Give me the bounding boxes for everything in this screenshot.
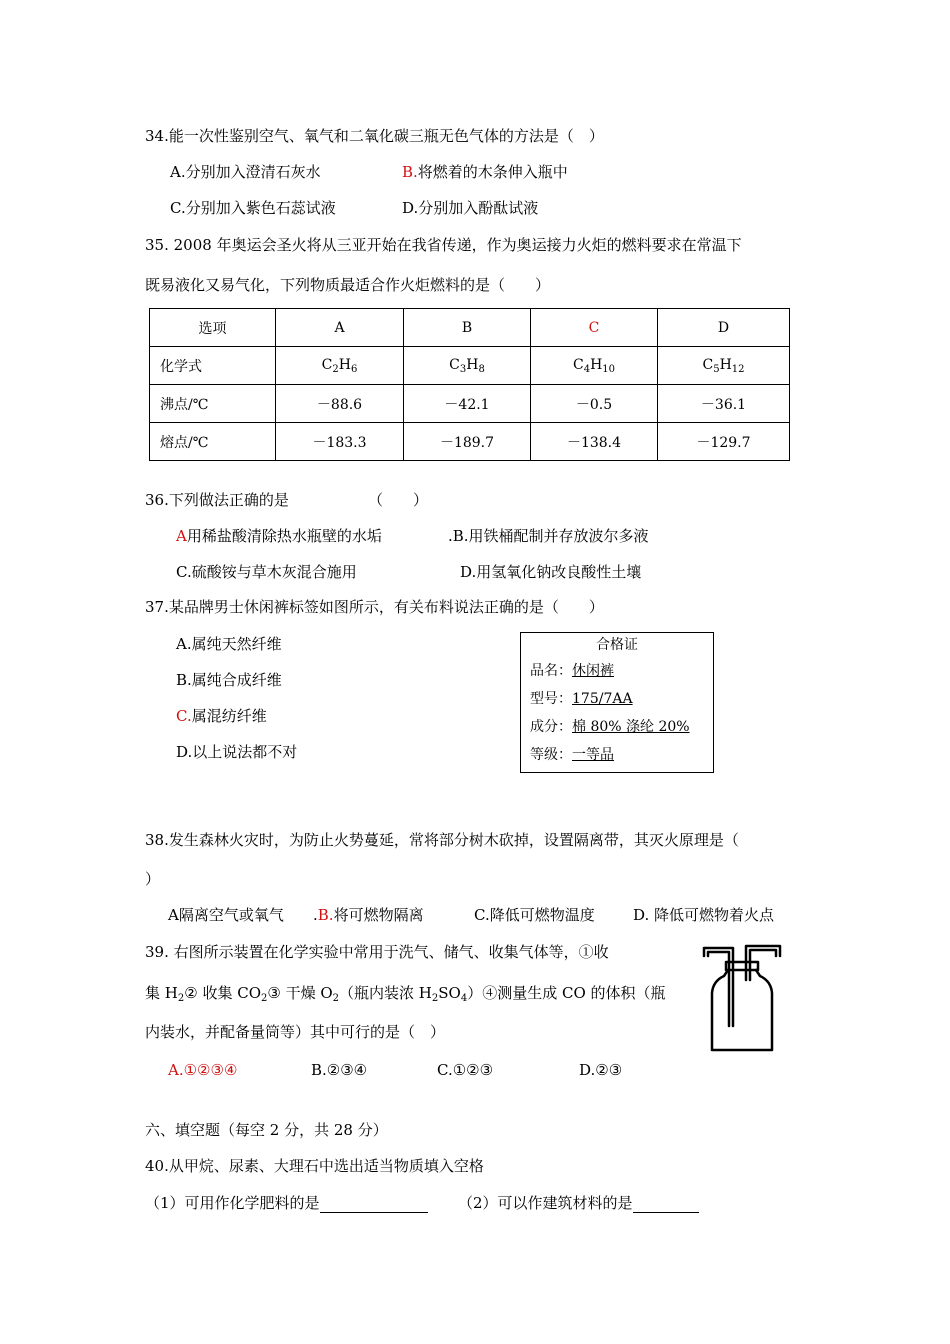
q36-option-b: .B.用铁桶配制并存放波尔多液 [448, 527, 649, 545]
q35-stem-line1: 35. 2008 年奥运会圣火将从三亚开始在我省传递，作为奥运接力火炬的燃料要求在常温下 [145, 236, 742, 254]
q39-option-a-letter: A. [168, 1061, 184, 1079]
q39-stem-line2: 集 $H_2②$ 收集 $CO_2③$ 干燥 $O_2$（瓶内装浓 $H_2SO_4)④$测量生成 CO 的体积（瓶 [145, 984, 666, 1004]
q37-option-a: A.属纯天然纤维 [176, 635, 282, 653]
q39-stem-line3: 内装水，并配备量筒等）其中可行的是（ ） [145, 1023, 446, 1041]
q36-option-a-letter: A [176, 527, 187, 545]
q40-blank1[interactable] [320, 1196, 428, 1213]
q40-part1: （1）可用作化学肥料的是 [145, 1193, 428, 1213]
q38-option-b: .B.将可燃物隔离 [313, 906, 424, 924]
q38-option-b-letter: B. [317, 906, 334, 924]
header-option: 选项 [150, 309, 276, 347]
cert-model-row: 型号：175/7AA [530, 691, 633, 707]
q40-blank2[interactable] [633, 1196, 699, 1213]
q36-option-d: D.用氢氧化钠改良酸性土壤 [460, 563, 642, 581]
table-header-row [150, 309, 790, 347]
cert-name-value: 休闲裤 [572, 663, 614, 679]
q37-option-b: B.属纯合成纤维 [176, 671, 282, 689]
q34-option-c: C.分别加入紫色石蕊试液 [170, 199, 336, 217]
q37-option-d: D.以上说法都不对 [176, 743, 298, 761]
q36-paren: （ ） [368, 491, 429, 509]
q39-option-d: D.②③ [579, 1061, 623, 1079]
melting-c: －138.4 [531, 423, 658, 461]
q36-stem: 36.下列做法正确的是 [145, 491, 289, 509]
cert-grade-row: 等级：一等品 [530, 747, 614, 763]
boiling-c: －0.5 [531, 385, 658, 423]
q39-option-a-text: ①②③④ [183, 1061, 238, 1079]
boiling-d: －36.1 [658, 385, 790, 423]
q37-option-c [176, 706, 267, 726]
melting-label: 熔点/℃ [150, 423, 276, 461]
q38-option-b-text: 将可燃物隔离 [333, 906, 424, 924]
section-title: 六、填空题（每空 2 分，共 28 分） [145, 1121, 388, 1139]
boiling-b: －42.1 [404, 385, 531, 423]
cert-title: 合格证 [596, 637, 638, 653]
formula-b: $C_3H_8$ [404, 347, 531, 385]
q37-option-c-text: 属混纺纤维 [191, 707, 267, 725]
q38-option-c: C.降低可燃物温度 [474, 906, 595, 924]
q38-stem-line1: 38.发生森林火灾时，为防止火势蔓延，常将部分树木砍掉，设置隔离带，其灭火原理是（ [145, 831, 739, 849]
q40-part2: （2）可以作建筑材料的是 [458, 1193, 699, 1213]
q34-option-d: D.分别加入酚酞试液 [402, 199, 539, 217]
q35-stem-line2: 既易液化又易气化，下列物质最适合作火炬燃料的是（ ） [145, 276, 551, 294]
q39-option-c: C.①②③ [437, 1061, 494, 1079]
q39-option-b: B.②③④ [311, 1061, 368, 1079]
q34-option-b-letter: B. [402, 163, 418, 181]
formula-label: 化学式 [150, 347, 276, 385]
table-row-boiling [150, 385, 790, 423]
q38-option-a: A隔离空气或氧气 [168, 906, 284, 924]
clothing-label-certificate [520, 632, 714, 773]
boiling-a: －88.6 [276, 385, 404, 423]
q34-option-b-text: 将燃着的木条伸入瓶中 [417, 163, 568, 181]
cert-name-row: 品名：休闲裤 [530, 663, 614, 679]
q37-option-c-letter: C. [176, 707, 192, 725]
header-d: D [658, 309, 790, 347]
q34-option-b [402, 162, 568, 182]
q34-stem: 34.能一次性鉴别空气、氧气和二氧化碳三瓶无色气体的方法是（ ） [145, 127, 604, 145]
melting-a: －183.3 [276, 423, 404, 461]
q38-stem-line2: ） [145, 870, 161, 888]
q39-option-a [168, 1060, 237, 1080]
gas-washing-bottle-diagram [700, 938, 784, 1056]
q38-option-d: D. 降低可燃物着火点 [633, 906, 775, 924]
q34-option-a: A.分别加入澄清石灰水 [170, 163, 321, 181]
q39-stem-line1: 39. 右图所示装置在化学实验中常用于洗气、储气、收集气体等，①收 [145, 943, 609, 961]
melting-d: －129.7 [658, 423, 790, 461]
formula-a: $C_2H_6$ [276, 347, 404, 385]
q36-option-a-text: 用稀盐酸清除热水瓶壁的水垢 [186, 527, 382, 545]
q36-option-a [176, 526, 382, 546]
q36-option-c: C.硫酸铵与草木灰混合施用 [176, 563, 357, 581]
header-b: B [404, 309, 531, 347]
cert-model-value: 175/7AA [572, 691, 633, 707]
fuel-properties-table [149, 308, 790, 461]
melting-b: －189.7 [404, 423, 531, 461]
table-row-melting [150, 423, 790, 461]
cert-composition-value: 棉 80% 涤纶 20% [572, 719, 690, 735]
table-row-formula [150, 347, 790, 385]
formula-c: $C_4H_{10}$ [531, 347, 658, 385]
q37-stem: 37.某品牌男士休闲裤标签如图所示，有关布料说法正确的是（ ） [145, 598, 604, 616]
boiling-label: 沸点/℃ [150, 385, 276, 423]
header-c: C [531, 309, 658, 347]
header-a: A [276, 309, 404, 347]
q40-stem: 40.从甲烷、尿素、大理石中选出适当物质填入空格 [145, 1157, 484, 1175]
formula-d: $C_5H_{12}$ [658, 347, 790, 385]
cert-composition-row: 成分：棉 80% 涤纶 20% [530, 719, 690, 735]
cert-grade-value: 一等品 [572, 747, 614, 763]
